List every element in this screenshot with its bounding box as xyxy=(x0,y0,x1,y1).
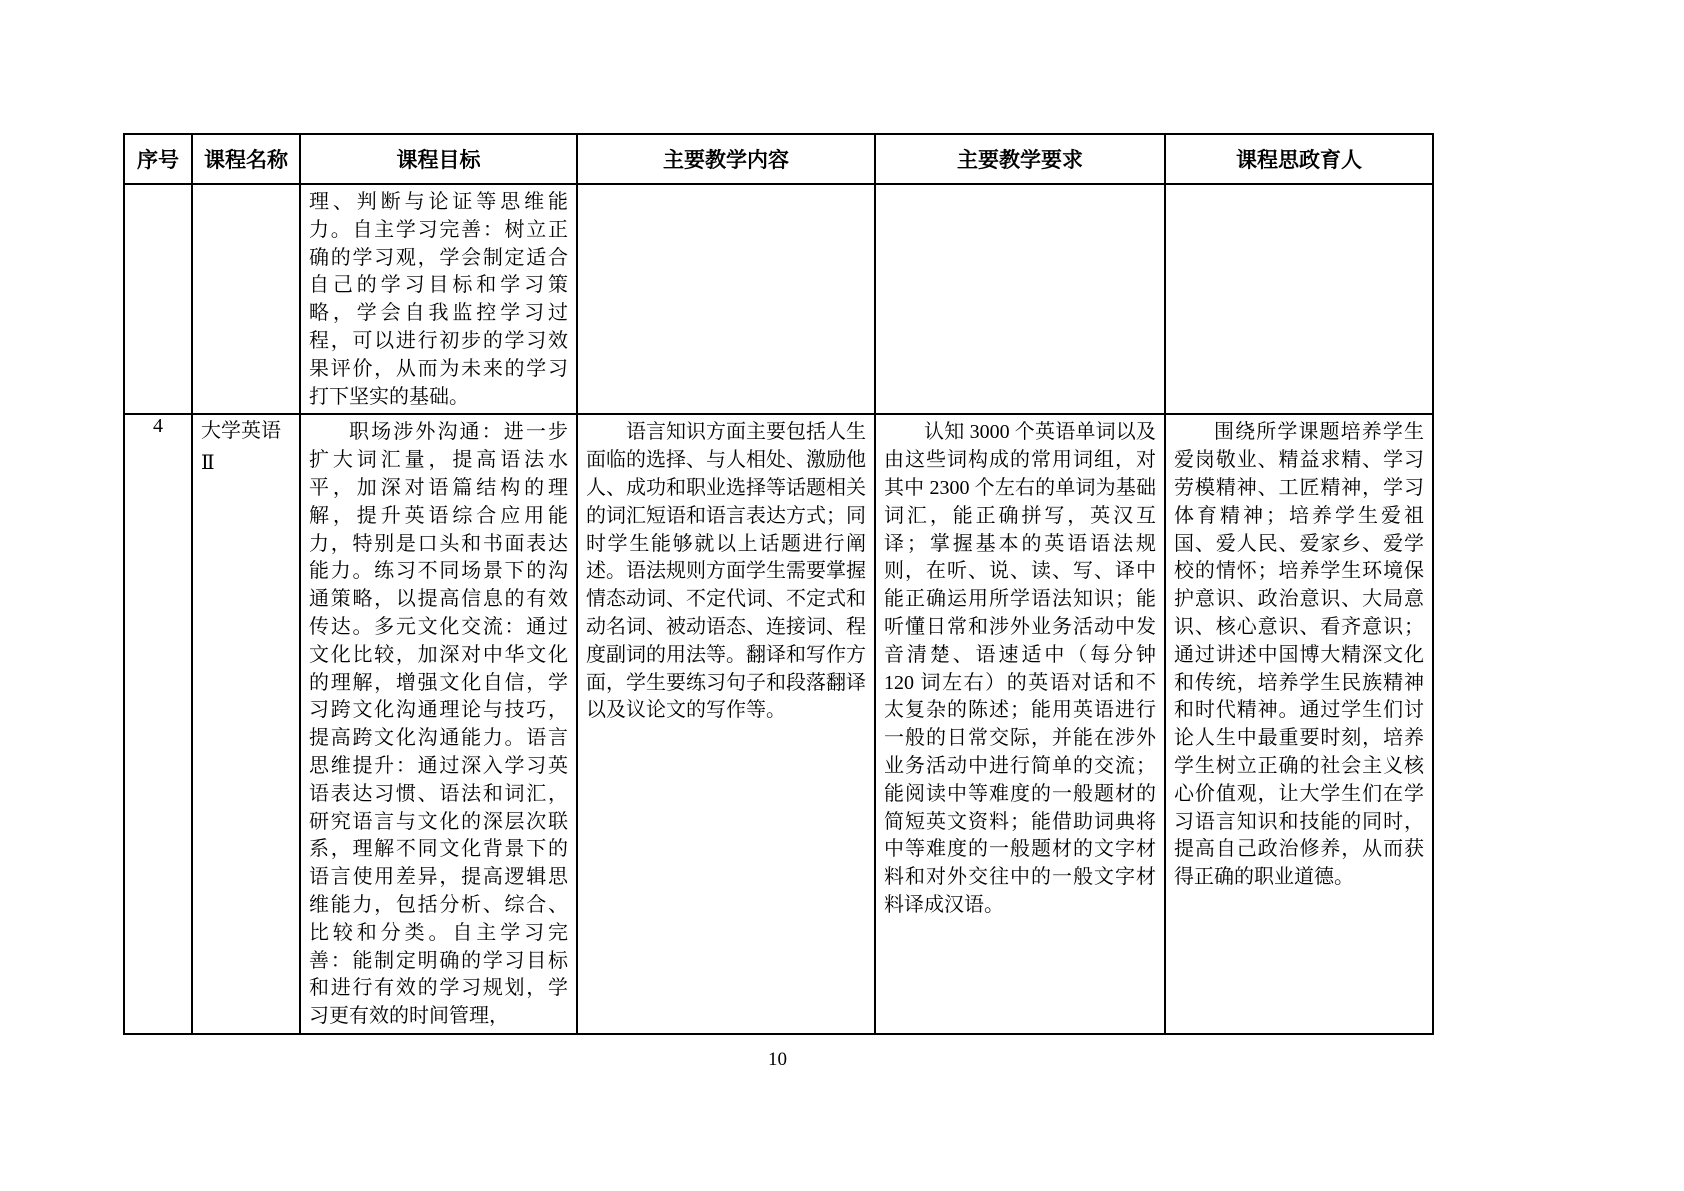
cell-seq-empty xyxy=(124,184,192,414)
course-table xyxy=(123,133,1434,1035)
table-row-course-4 xyxy=(124,414,1433,1034)
cell-course-empty xyxy=(192,184,300,414)
course-objectives-text: 职场涉外沟通：进一步扩大词汇量，提高语法水平，加深对语篇结构的理解，提升英语综合应用能力，特别是口头和书面表达能力。练习不同场景下的沟通策略，以提高信息的有效传达。多元文化交流：通过文化比较，加深对中华文化的理解，增强文化自信，学习跨文化沟通理论与技巧，提高跨文化沟通能力。语言思维提升：通过深入学习英语表达习惯、语法和词汇，研究语言与文化的深层次联系，理解不同文化背景下的语言使用差异，提高逻辑思维能力，包括分析、综合、比较和分类。自主学习完善：能制定明确的学习目标和进行有效的学习规划，学习更有效的时间管理， xyxy=(309,421,568,1028)
cell-course-name: 大学英语Ⅱ xyxy=(192,414,300,1034)
header-ideology-education: 课程思政育人 xyxy=(1165,134,1433,184)
cell-objectives-continuation xyxy=(300,184,577,414)
cell-content-empty xyxy=(577,184,875,414)
header-seq: 序号 xyxy=(124,134,192,184)
cell-teaching-content xyxy=(577,414,875,1034)
cell-requirements-empty xyxy=(875,184,1165,414)
cell-seq-number: 4 xyxy=(124,414,192,1034)
cell-course-objectives xyxy=(300,414,577,1034)
cell-ideology-empty xyxy=(1165,184,1433,414)
header-teaching-content: 主要教学内容 xyxy=(577,134,875,184)
document-page xyxy=(123,133,1432,1071)
table-row-continuation xyxy=(124,184,1433,414)
cell-ideology-education xyxy=(1165,414,1433,1034)
table-header-row xyxy=(124,134,1433,184)
header-teaching-requirements: 主要教学要求 xyxy=(875,134,1165,184)
cell-teaching-requirements xyxy=(875,414,1165,1034)
ideology-education-text: 围绕所学课题培养学生爱岗敬业、精益求精、学习劳模精神、工匠精神，学习体育精神；培养学生爱祖国、爱人民、爱家乡、爱学校的情怀；培养学生环境保护意识、政治意识、大局意识、核心意识、看齐意识；通过讲述中国博大精深文化和传统，培养学生民族精神和时代精神。通过学生们讨论人生中最重要时刻，培养学生树立正确的社会主义核心价值观，让大学生们在学习语言知识和技能的同时，提高自己政治修养，从而获得正确的职业道德。 xyxy=(1174,421,1424,889)
teaching-content-text: 语言知识方面主要包括人生面临的选择、与人相处、激励他人、成功和职业选择等话题相关的词汇短语和语言表达方式；同时学生能够就以上话题进行阐述。语法规则方面学生需要掌握情态动词、不定代词、不定式和动名词、被动语态、连接词、程度副词的用法等。翻译和写作方面，学生要练习句子和段落翻译以及议论文的写作等。 xyxy=(586,421,866,722)
teaching-requirements-text: 认知 3000 个英语单词以及由这些词构成的常用词组，对其中 2300 个左右的单词为基础词汇，能正确拼写，英汉互译；掌握基本的英语语法规则，在听、说、读、写、译中能正确运用所学语法知识；能听懂日常和涉外业务活动中发音清楚、语速适中（每分钟 120 词左右）的英语对话和不太复杂的陈述；能用英语进行一般的日常交际，并能在涉外业务活动中进行简单的交流；能阅读中等难度的一般题材的简短英文资料；能借助词典将中等难度的一般题材的文字材料和对外交往中的一般文字材料译成汉语。 xyxy=(884,421,1156,916)
header-course-name: 课程名称 xyxy=(192,134,300,184)
header-course-objectives: 课程目标 xyxy=(300,134,577,184)
page-number: 10 xyxy=(768,1048,787,1070)
objectives-continuation-text: 理、判断与论证等思维能力。自主学习完善：树立正确的学习观，学会制定适合自己的学习目标和学习策略，学会自我监控学习过程，可以进行初步的学习效果评价，从而为未来的学习打下坚实的基础。 xyxy=(309,191,568,408)
